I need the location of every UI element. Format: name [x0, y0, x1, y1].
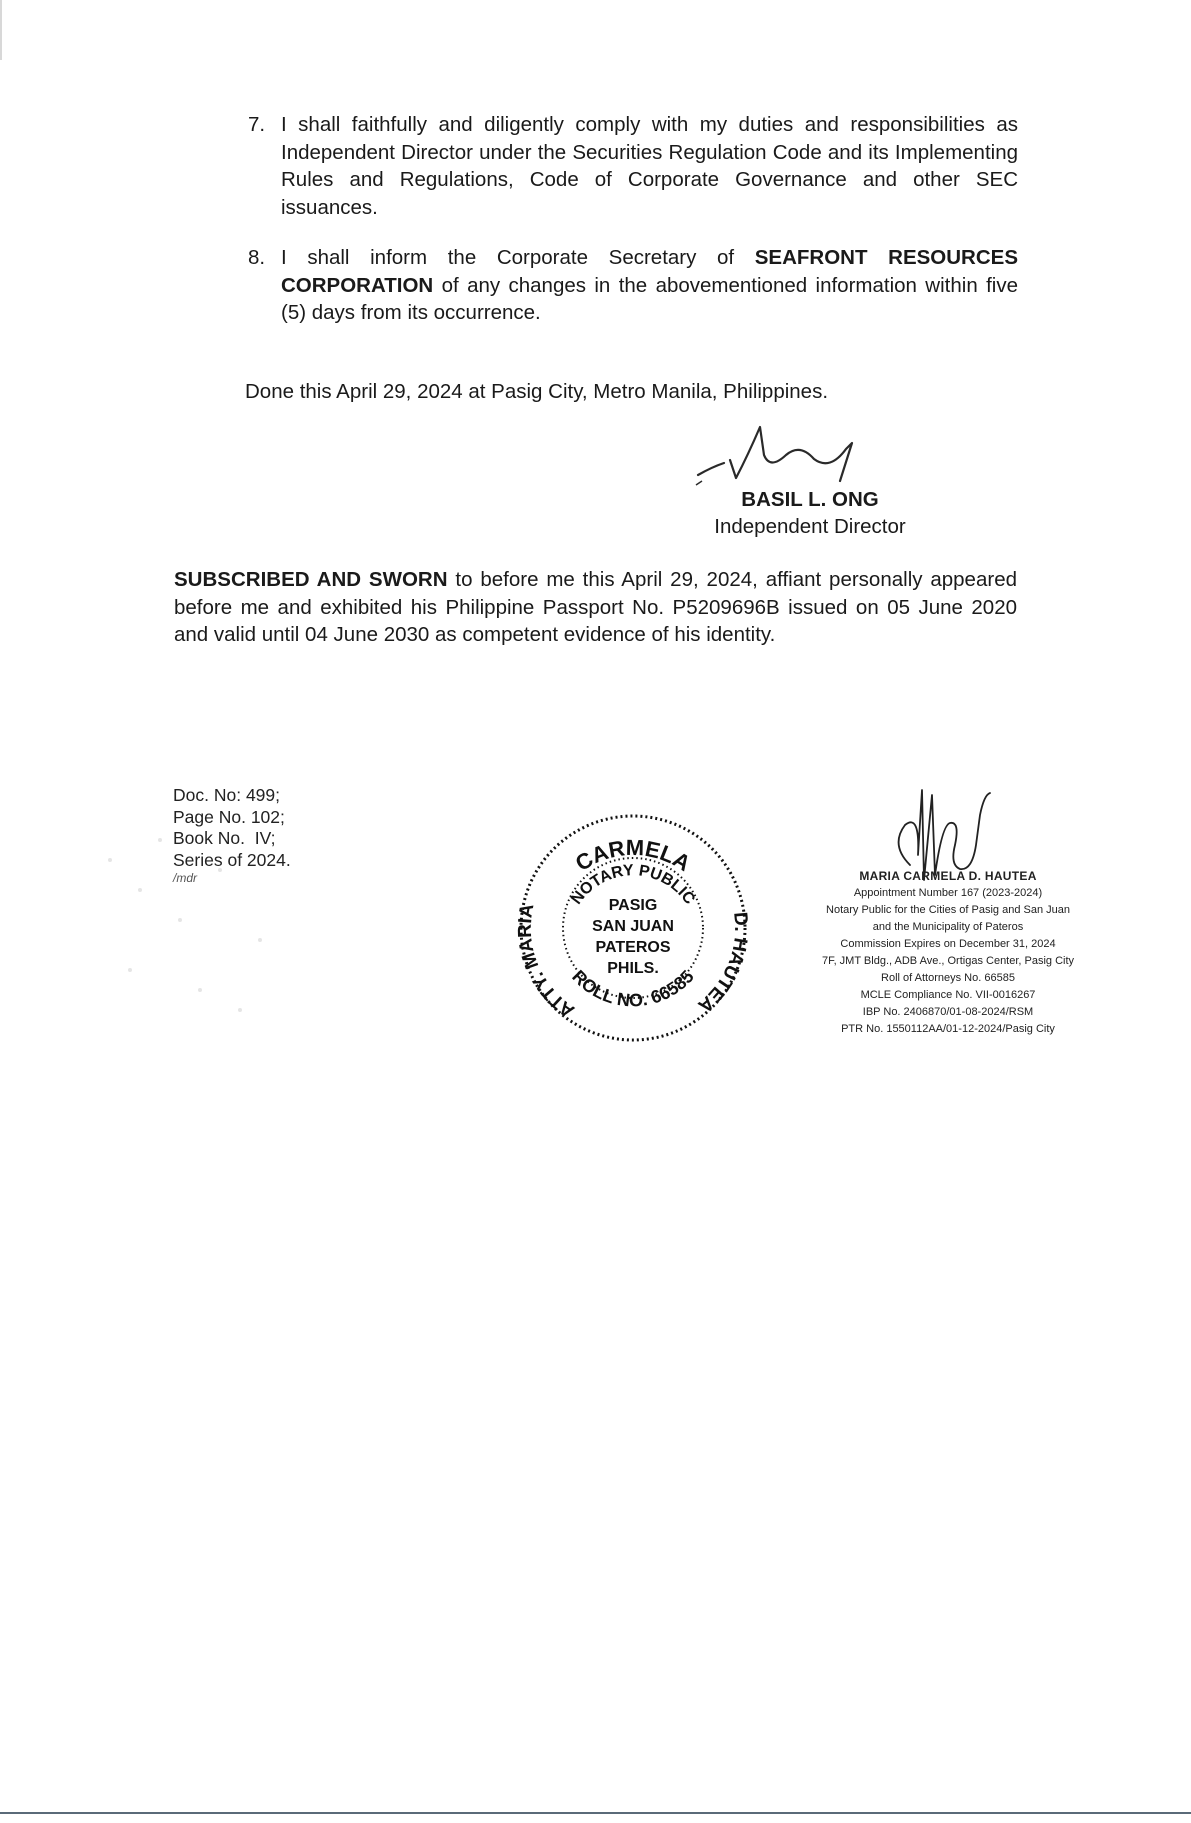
notary-name: MARIA CARMELA D. HAUTEA	[859, 869, 1037, 883]
signature-block	[690, 486, 930, 540]
clause-number: 7.	[248, 113, 266, 136]
notary-detail: Commission Expires on December 31, 2024	[840, 938, 1056, 950]
notary-detail: 7F, JMT Bldg., ADB Ave., Ortigas Center, Pasig City	[821, 955, 1075, 967]
clause-text	[281, 244, 1018, 327]
seal-center-line: PASIG	[608, 897, 658, 914]
execution-date-line: Done this April 29, 2024 at Pasig City, Metro Manila, Philippines.	[245, 380, 829, 403]
page-number: Page No. 102;	[173, 806, 285, 827]
notary-detail: Appointment Number 167 (2023-2024)	[853, 887, 1043, 899]
book-number: Book No. IV;	[173, 828, 276, 848]
notary-detail: IBP No. 2406870/01-08-2024/RSM	[862, 1006, 1034, 1018]
notarial-register-entry	[173, 785, 291, 885]
clause-8	[248, 244, 1018, 327]
doc-number: Doc. No: 499;	[173, 785, 280, 805]
affiant-signature	[690, 415, 940, 490]
clause-7	[248, 111, 1018, 221]
notary-detail: PTR No. 1550112AA/01-12-2024/Pasig City	[841, 1023, 1055, 1035]
notary-seal	[508, 800, 758, 1055]
seal-top-arc: CARMELA	[571, 834, 695, 877]
series-year: Series of 2024.	[173, 849, 291, 870]
jurat-paragraph	[174, 566, 1017, 649]
seal-left-arc: ATTY. MARIA	[514, 902, 579, 1022]
notary-detail: and the Municipality of Pateros	[872, 921, 1024, 933]
company-name: SEAFRONT RESOURCES CORPORATION	[281, 246, 1018, 297]
clause-text: I shall faithfully and diligently comply with my duties and responsibilities as Independent Director under the Securities Regulation Code and its Implementing Rules and Regulations, Code of Corporate Governance and other SEC issuances.	[281, 113, 1018, 219]
seal-center-line: SAN JUAN	[592, 918, 674, 935]
seal-inner-arc: NOTARY PUBLIC	[568, 862, 698, 908]
notary-detail: Notary Public for the Cities of Pasig and San Juan	[826, 904, 1070, 916]
seal-center-line: PATEROS	[595, 939, 671, 956]
notary-detail: MCLE Compliance No. VII-0016267	[860, 989, 1036, 1001]
seal-bottom-arc: ROLL NO. 66585	[568, 966, 698, 1011]
clerk-initials: /mdr	[173, 871, 197, 885]
signer-name: BASIL L. ONG	[741, 488, 879, 511]
notary-block	[788, 868, 1108, 1038]
seal-right-arc: D. HAUTEA	[693, 911, 752, 1017]
jurat-text: to before me this April 29, 2024, affiant personally appeared before me and exhibited his Philippine Passport No. P5209696B issued on 05 June 2020 and valid until 04 June 2030 as competent evidence of his identity.	[174, 568, 1017, 646]
notary-detail: Roll of Attorneys No. 66585	[881, 972, 1015, 984]
jurat-heading: SUBSCRIBED AND SWORN	[174, 568, 448, 591]
seal-center-line: PHILS.	[607, 960, 659, 977]
scan-edge-mark	[0, 0, 2, 60]
scan-bottom-edge	[0, 1812, 1191, 1814]
clause-number: 8.	[248, 246, 266, 269]
clause-text-end: of any changes in the abovementioned information within five (5) days from its occurrence.	[281, 273, 1018, 324]
signer-title: Independent Director	[714, 515, 906, 538]
clause-text-start: I shall inform the Corporate Secretary of	[281, 246, 755, 269]
